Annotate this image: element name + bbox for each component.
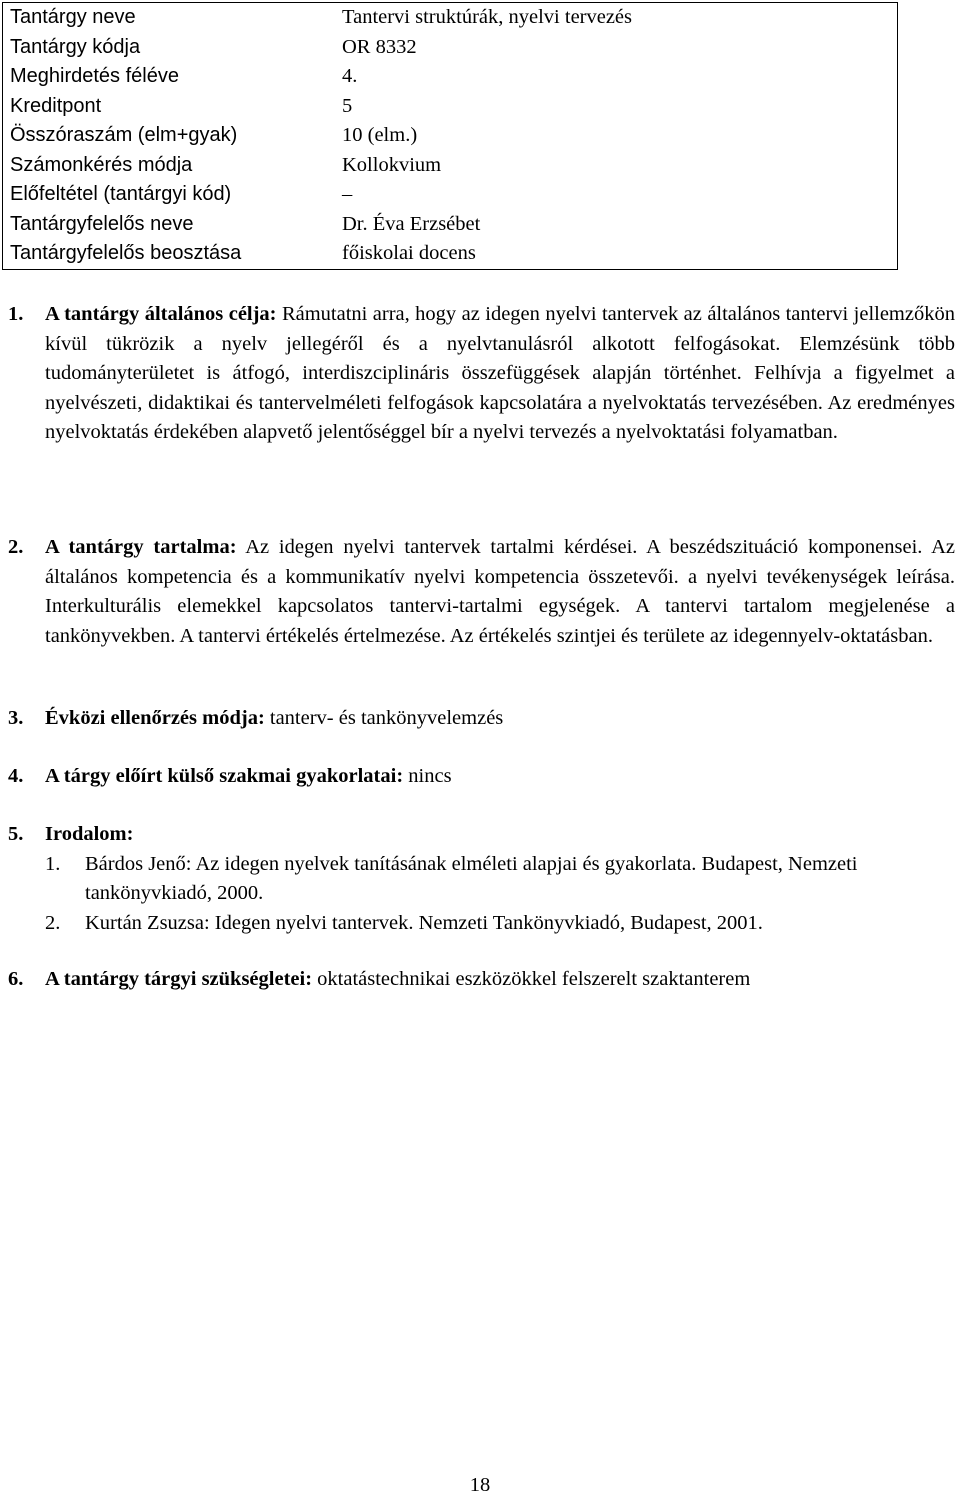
- list-item-text: Kurtán Zsuzsa: Idegen nyelvi tantervek. Nemzeti Tankönyvkiadó, Budapest, 2001.: [85, 911, 763, 934]
- row-label: Tantárgyfelelős beosztása: [10, 242, 242, 264]
- row-label: Tantárgy kódja: [10, 35, 141, 58]
- row-label: Tantárgy neve: [10, 6, 136, 28]
- section-body: [45, 704, 955, 734]
- list-item-text: Bárdos Jenő: Az idegen nyelvek tanításának elméleti alapjai és gyakorlata. Budapest, Nemzeti tankönyvkiadó, 2000.: [85, 852, 858, 904]
- section-heading: A tantárgy általános célja:: [45, 303, 277, 325]
- section-heading: A tantárgy tárgyi szükségletei:: [45, 968, 313, 990]
- section-text: oktatástechnikai eszközökkel felszerelt szaktanterem: [312, 968, 751, 990]
- section-course-content: [8, 533, 955, 651]
- table-row: [3, 180, 898, 210]
- list-item: [45, 850, 955, 909]
- page-number: 18: [469, 1474, 491, 1496]
- table-row: [3, 62, 898, 92]
- row-value: főiskolai docens: [342, 242, 476, 264]
- section-body: [45, 300, 955, 448]
- row-value: Kollokvium: [342, 153, 442, 176]
- section-text: tanterv- és tankönyvelemzés: [264, 707, 504, 729]
- section-course-aim: [8, 300, 955, 448]
- section-literature: [8, 820, 955, 938]
- row-value: 5: [342, 94, 353, 117]
- section-heading: Évközi ellenőrzés módja:: [45, 707, 265, 729]
- literature-list: [45, 850, 955, 939]
- table-row: [3, 151, 898, 181]
- section-number: 3.: [8, 707, 24, 729]
- course-info-table: [2, 2, 898, 270]
- section-number: 6.: [8, 968, 24, 990]
- section-body: [45, 820, 955, 850]
- section-heading: Irodalom:: [45, 823, 134, 845]
- row-value: OR 8332: [342, 35, 417, 58]
- table-row: [3, 210, 898, 240]
- section-heading: A tantárgy tartalma:: [45, 536, 237, 558]
- row-label: Tantárgyfelelős neve: [10, 212, 194, 235]
- row-label: Összóraszám (elm+gyak): [10, 124, 238, 146]
- section-number: 2.: [8, 536, 24, 558]
- row-label: Meghirdetés féléve: [10, 65, 179, 87]
- section-text: Az idegen nyelvi tantervek tartalmi kérdései. A beszédszituáció komponensei. Az általános kompetencia és a kommunikatív nyelvi kompetencia összetevői. a nyelvi tevékenységek leírása. Interkulturális elemekkel kapcsolatos tantervi-tartalmi egységek. A tantervi tartalom megjelenése a tankönyvekben. A tantervi értékelés értelmezése. Az értékelés szintjei és területe az idegennyelv-oktatásban.: [45, 536, 955, 647]
- row-label: Előfeltétel (tantárgyi kód): [10, 183, 232, 205]
- section-body: [45, 533, 955, 651]
- section-number: 5.: [8, 823, 24, 845]
- row-value: 4.: [342, 65, 358, 87]
- table-row: [3, 3, 898, 33]
- section-requirements: [8, 965, 955, 995]
- table-row: [3, 92, 898, 122]
- table-row: [3, 239, 898, 269]
- section-text: nincs: [403, 765, 452, 787]
- list-item-number: 2.: [45, 911, 61, 934]
- table-row: [3, 121, 898, 151]
- row-value: Dr. Éva Erzsébet: [342, 212, 481, 235]
- table-row: [3, 33, 898, 63]
- row-value: 10 (elm.): [342, 124, 418, 146]
- row-label: Számonkérés módja: [10, 153, 193, 176]
- section-heading: A tárgy előírt külső szakmai gyakorlatai:: [45, 765, 404, 787]
- section-text: Rámutatni arra, hogy az idegen nyelvi tantervek az általános tantervi jellemzőkön kívül tükrözik a nyelv jellegéről és a nyelvtanulásról alkotott felfogásokat. Elemzésünk több tudományterületet is átfogó, interdiszciplináris összefüggések alapján történhet. Felhívja a figyelmet a nyelvészeti, didaktikai és tantervelméleti felfogások kapcsolatára a nyelvoktatás tervezésében. Az eredményes nyelvoktatás érdekében alapvető jelentőséggel bír a nyelvi tervezés a nyelvoktatási folyamatban.: [45, 303, 955, 443]
- section-practice: [8, 762, 955, 792]
- section-number: 1.: [8, 303, 24, 325]
- row-value: –: [342, 183, 353, 205]
- section-body: [45, 965, 955, 995]
- list-item: [45, 909, 955, 939]
- row-label: Kreditpont: [10, 94, 102, 117]
- section-assessment: [8, 704, 955, 734]
- row-value: Tantervi struktúrák, nyelvi tervezés: [342, 6, 633, 28]
- list-item-number: 1.: [45, 852, 61, 875]
- section-body: [45, 762, 955, 792]
- section-number: 4.: [8, 765, 24, 787]
